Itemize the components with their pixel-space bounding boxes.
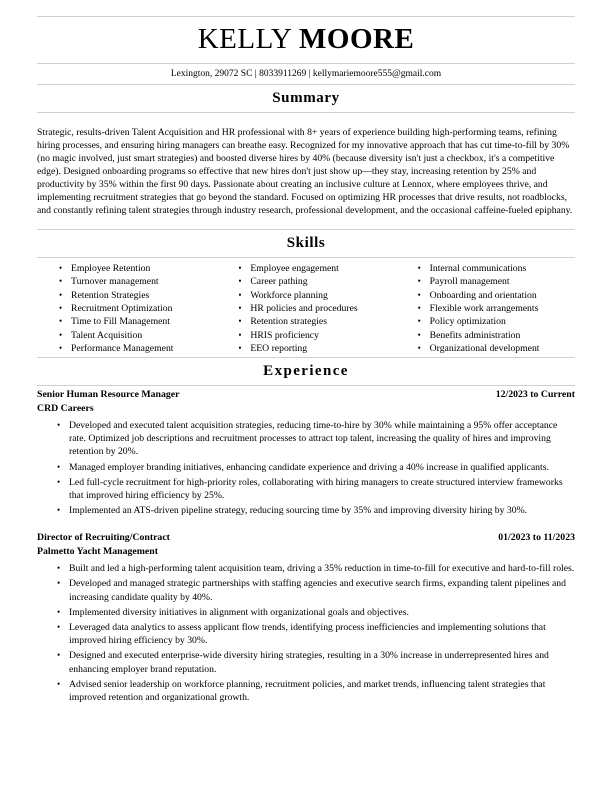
- candidate-name: [37, 17, 575, 63]
- skills-section-title: Skills: [286, 235, 326, 252]
- experience-section: [37, 357, 575, 706]
- skill-item: • Retention strategies: [250, 315, 395, 328]
- skill-item: • Talent Acquisition: [71, 329, 216, 342]
- skill-item: • EEO reporting: [250, 342, 395, 355]
- job-bullet: • Advised senior leadership on workforce planning, recruitment policies, and market trends, influencing talent strategies that improved retention and organizational growth.: [69, 678, 575, 706]
- job-bullet: • Implemented an ATS-driven pipeline strategy, reducing sourcing time by 35% and improving diversity hiring by 30%.: [69, 504, 575, 519]
- skill-item: • Organizational development: [430, 342, 575, 355]
- job-dates: 01/2023 to 11/2023: [498, 532, 575, 544]
- skill-item: • Career pathing: [250, 275, 395, 288]
- skill-item: • Retention Strategies: [71, 289, 216, 302]
- job-title: Director of Recruiting/Contract: [37, 532, 170, 544]
- job-bullet: • Led full-cycle recruitment for high-priority roles, collaborating with hiring managers to create structured interview frameworks that improved hiring efficiency by 25%.: [69, 476, 575, 504]
- skills-list-2: [216, 262, 395, 355]
- skill-item: • Turnover management: [71, 275, 216, 288]
- experience-entry-1: [37, 386, 575, 519]
- skill-item: • Employee Retention: [71, 262, 216, 275]
- experience-entry-2: [37, 529, 575, 706]
- job-company: CRD Careers: [37, 402, 94, 414]
- summary-title-bottom-divider: [37, 112, 575, 113]
- skill-item: • Internal communications: [430, 262, 575, 275]
- summary-section-title: Summary: [272, 90, 340, 106]
- skill-item: • Policy optimization: [430, 315, 575, 328]
- skill-item: • HRIS proficiency: [250, 329, 395, 342]
- last-name: MOORE: [299, 23, 415, 55]
- skill-item: • Employee engagement: [250, 262, 395, 275]
- skills-column-2: [216, 262, 395, 355]
- job-company: Palmetto Yacht Management: [37, 545, 158, 557]
- skill-item: • Onboarding and orientation: [430, 289, 575, 302]
- skill-item: • Payroll management: [430, 275, 575, 288]
- job-bullet: • Built and led a high-performing talent acquisition team, driving a 35% reduction in time-to-fill for executive and hard-to-fill roles.: [69, 562, 575, 577]
- job-bullets: [37, 419, 575, 519]
- job-bullet: • Developed and executed talent acquisition strategies, reducing time-to-hire by 30% while maintaining a 95% offer acceptance rate. Optimized job descriptions and recruitment processes to attract top talent, increasing the quality of hires and improving retention by 20%.: [69, 419, 575, 461]
- skills-columns: [37, 258, 575, 357]
- job-bullet: • Leveraged data analytics to assess applicant flow trends, identifying process inefficiencies and implementing solutions that improved hiring efficiency by 30%.: [69, 621, 575, 649]
- skill-item: • Recruitment Optimization: [71, 302, 216, 315]
- skills-column-3: [396, 262, 575, 355]
- contact-line: Lexington, 29072 SC | 8033911269 | kellymariemoore555@gmail.com: [170, 69, 442, 79]
- job-bullet: • Managed employer branding initiatives, enhancing candidate experience and driving a 40% increase in qualified applicants.: [69, 461, 575, 476]
- job-bullet: • Developed and managed strategic partnerships with staffing agencies and executive search firms, expanding talent pipelines and increasing candidate quality by 40%.: [69, 577, 575, 605]
- skills-column-1: [37, 262, 216, 355]
- skill-item: • Flexible work arrangements: [430, 302, 575, 315]
- skill-item: • Time to Fill Management: [71, 315, 216, 328]
- summary-section: [37, 84, 575, 219]
- job-header: [37, 531, 575, 544]
- skill-item: • Workforce planning: [250, 289, 395, 302]
- job-dates: 12/2023 to Current: [495, 389, 575, 401]
- skill-item: • HR policies and procedures: [250, 302, 395, 315]
- skills-section: [37, 229, 575, 357]
- skills-list-1: [37, 262, 216, 355]
- experience-entry-spacer: [37, 519, 575, 529]
- job-title: Senior Human Resource Manager: [37, 389, 180, 401]
- job-bullet: • Implemented diversity initiatives in alignment with organizational goals and objectives.: [69, 606, 575, 621]
- job-header: [37, 388, 575, 401]
- experience-section-title: Experience: [263, 363, 349, 380]
- job-bullets: [37, 562, 575, 706]
- skill-item: • Performance Management: [71, 342, 216, 355]
- skills-list-3: [396, 262, 575, 355]
- first-name: KELLY: [197, 23, 292, 55]
- summary-text: Strategic, results-driven Talent Acquisition and HR professional with 8+ years of experience building high-performing teams, refining hiring processes, and ensuring hiring managers can breathe easy. Recognized for my innovative approach that has cut time-to-fill by 30% (no magic involved, just smart strategies) and boosted diverse hires by 40% (because diversity isn't just a checkbox, it's a competitive edge). Designed onboarding programs so effective that new hires don't just show up—they stay, increasing retention by 25% and productivity by 35% within the first 90 days. Passionate about creating an inclusive culture at Lennox, where employees thrive, and implementing recruitment strategies that go beyond the standard. Focused on optimizing HR processes that drive results, not roadblocks, and constantly refining talent strategies through industry research, professional development, and the occasional caffeine-fueled epiphany.: [37, 126, 573, 217]
- skill-item: • Benefits administration: [430, 329, 575, 342]
- job-bullet: • Designed and executed enterprise-wide diversity hiring strategies, resulting in a 30% increase in underrepresented hires and enhancing employer brand reputation.: [69, 649, 575, 677]
- resume-header: [37, 0, 575, 84]
